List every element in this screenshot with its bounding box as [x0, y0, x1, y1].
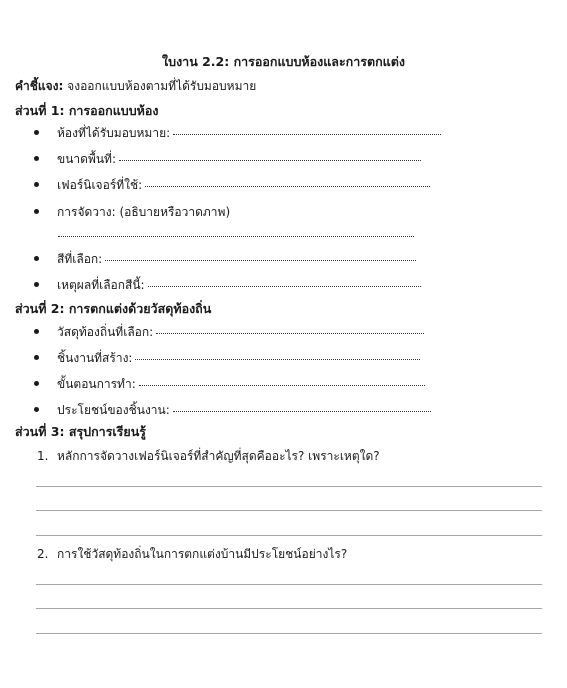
answer-line[interactable] [36, 608, 542, 609]
bullet-icon [34, 280, 42, 288]
question-2 [37, 545, 347, 564]
field-furniture [57, 176, 430, 195]
field-label: วัสดุท้องถิ่นที่เลือก: [57, 325, 154, 339]
answer-line[interactable] [36, 633, 542, 634]
field-benefits [57, 401, 431, 420]
bullet-icon [34, 154, 42, 162]
section3-heading: ส่วนที่ 3: สรุปการเรียนรู้ [15, 424, 146, 439]
fill-in-line[interactable] [173, 133, 441, 135]
field-label: เหตุผลที่เลือกสีนี้: [57, 278, 145, 292]
section1-heading: ส่วนที่ 1: การออกแบบห้อง [15, 103, 159, 118]
instruction-label: คำชี้แจง: [15, 79, 64, 93]
bullet-icon [34, 180, 42, 188]
instruction-line [15, 77, 256, 96]
field-label: ห้องที่ได้รับมอบหมาย: [57, 126, 171, 140]
field-color-reason [57, 276, 421, 295]
question-text: การใช้วัสดุท้องถิ่นในการตกแต่งบ้านมีประโยชน์อย่างไร? [57, 547, 348, 561]
bullet-icon [34, 327, 42, 335]
field-label: ขั้นตอนการทำ: [57, 377, 136, 391]
fill-in-line[interactable] [58, 235, 414, 237]
field-label: การจัดวาง: (อธิบายหรือวาดภาพ) [57, 205, 231, 219]
question-text: หลักการจัดวางเฟอร์นิเจอร์ที่สำคัญที่สุดคืออะไร? เพราะเหตุใด? [57, 449, 380, 463]
answer-line[interactable] [36, 510, 542, 511]
bullet-icon [34, 353, 42, 361]
worksheet-title: ใบงาน 2.2: การออกแบบห้องและการตกแต่ง [162, 54, 405, 69]
fill-in-line[interactable] [148, 285, 421, 287]
bullet-icon [34, 379, 42, 387]
bullet-icon [34, 207, 42, 215]
field-label: ขนาดพื้นที่: [57, 152, 117, 166]
field-room-assigned [57, 124, 441, 143]
bullet-icon [34, 405, 42, 413]
field-color [57, 250, 416, 269]
section2-heading: ส่วนที่ 2: การตกแต่งด้วยวัสดุท้องถิ่น [15, 301, 212, 316]
field-arrangement [57, 203, 230, 222]
field-steps [57, 375, 425, 394]
field-local-material [57, 323, 424, 342]
field-area-size [57, 150, 421, 169]
question-number: 1. [37, 449, 49, 463]
answer-line[interactable] [36, 584, 542, 585]
question-1 [37, 447, 380, 466]
instruction-text: จงออกแบบห้องตามที่ได้รับมอบหมาย [67, 79, 257, 93]
fill-in-line[interactable] [139, 384, 425, 386]
fill-in-line[interactable] [119, 159, 421, 161]
fill-in-line[interactable] [156, 332, 424, 334]
answer-line[interactable] [36, 486, 542, 487]
field-label: ประโยชน์ของชิ้นงาน: [57, 403, 170, 417]
fill-in-line[interactable] [135, 358, 420, 360]
field-created-work [57, 349, 420, 368]
field-label: ชิ้นงานที่สร้าง: [57, 351, 133, 365]
fill-in-line[interactable] [145, 185, 430, 187]
bullet-icon [34, 128, 42, 136]
field-label: สีที่เลือก: [57, 252, 103, 266]
answer-line[interactable] [36, 535, 542, 536]
fill-in-line[interactable] [105, 259, 416, 261]
fill-in-line[interactable] [173, 410, 431, 412]
bullet-icon [34, 254, 42, 262]
question-number: 2. [37, 547, 49, 561]
field-label: เฟอร์นิเจอร์ที่ใช้: [57, 178, 143, 192]
